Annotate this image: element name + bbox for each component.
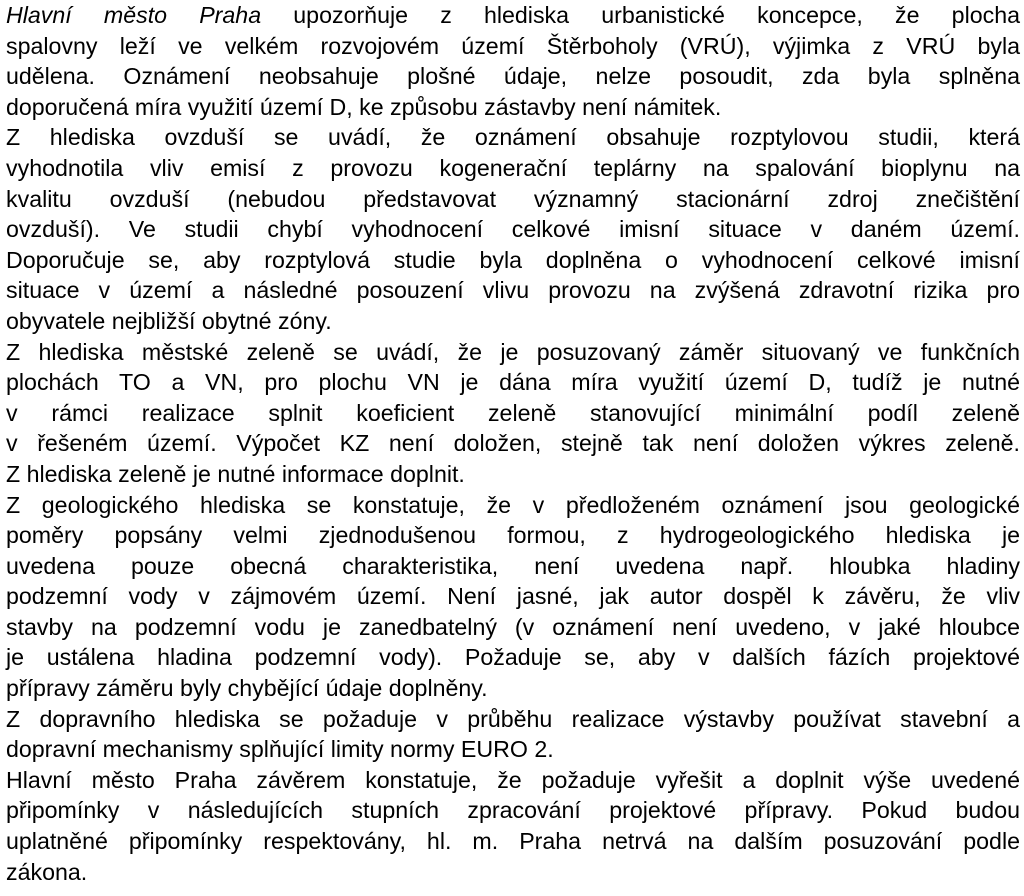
- line-text: upozorňuje z hlediska urbanistické koncepce, že plocha: [261, 2, 1020, 28]
- text-line: Doporučuje se, aby rozptylová studie byla doplněna o vyhodnocení celkové imisní: [6, 246, 1020, 273]
- text-line: Z geologického hlediska se konstatuje, že v předloženém oznámení jsou geologické: [6, 491, 1020, 518]
- text-line: je ustálena hladina podzemní vody). Požaduje se, aby v dalších fázích projektové: [6, 644, 1020, 671]
- text-line: přípravy záměru byly chybějící údaje doplněny.: [6, 675, 488, 702]
- text-line: uplatněné připomínky respektovány, hl. m. Praha netrvá na dalším posuzování podle: [6, 828, 1020, 855]
- text-line: v rámci realizace splnit koeficient zeleně stanovující minimální podíl zeleně: [6, 399, 1020, 426]
- paragraph-transport: [6, 704, 1020, 765]
- text-line: dopravní mechanismy splňující limity normy EURO 2.: [6, 736, 554, 763]
- paragraph-city-greenery: [6, 337, 1020, 490]
- text-line: Hlavní město Praha závěrem konstatuje, že požaduje vyřešit a doplnit výše uvedené: [6, 766, 1020, 793]
- text-line: obyvatele nejbližší obytné zóny.: [6, 307, 332, 334]
- text-line: poměry popsány velmi zjednodušenou formou, z hydrogeologického hlediska je: [6, 522, 1020, 549]
- text-line: Z hlediska ovzduší se uvádí, že oznámení obsahuje rozptylovou studii, která: [6, 124, 1020, 151]
- document-page: [6, 0, 1020, 887]
- paragraph-geology: [6, 490, 1020, 704]
- text-line: zákona.: [6, 858, 88, 885]
- text-line: ovzduší). Ve studii chybí vyhodnocení celkové imisní situace v daném území.: [6, 216, 1020, 243]
- text-line: spalovny leží ve velkém rozvojovém území Štěrboholy (VRÚ), výjimka z VRÚ byla: [6, 32, 1020, 59]
- italic-lead-text: Hlavní město Praha: [6, 2, 262, 28]
- paragraph-conclusion: [6, 765, 1020, 887]
- text-line: Z hlediska městské zeleně se uvádí, že je posuzovaný záměr situovaný ve funkčních: [6, 338, 1020, 365]
- text-line: Z hlediska zeleně je nutné informace doplnit.: [6, 460, 465, 487]
- text-line: v řešeném území. Výpočet KZ není doložen, stejně tak není doložen výkres zeleně.: [6, 430, 1020, 457]
- text-line: situace v území a následné posouzení vlivu provozu na zvýšená zdravotní rizika pro: [6, 277, 1020, 304]
- text-line: kvalitu ovzduší (nebudou představovat významný stacionární zdroj znečištění: [6, 185, 1020, 212]
- paragraph-urban-concept: [6, 0, 1020, 122]
- text-line: Z dopravního hlediska se požaduje v průběhu realizace výstavby používat stavební a: [6, 705, 1020, 732]
- text-line: udělena. Oznámení neobsahuje plošné údaje, nelze posoudit, zda byla splněna: [6, 63, 1020, 90]
- text-line: vyhodnotila vliv emisí z provozu kogenerační teplárny na spalování bioplynu na: [6, 154, 1020, 181]
- text-line: podzemní vody v zájmovém území. Není jasné, jak autor dospěl k závěru, že vliv: [6, 583, 1020, 610]
- paragraph-air-quality: [6, 122, 1020, 336]
- text-line: doporučená míra využití území D, ke způsobu zástavby není námitek.: [6, 93, 722, 120]
- text-line: plochách TO a VN, pro plochu VN je dána míra využití území D, tudíž je nutné: [6, 369, 1020, 396]
- text-line: připomínky v následujících stupních zpracování projektové přípravy. Pokud budou: [6, 797, 1020, 824]
- text-line: stavby na podzemní vodu je zanedbatelný (v oznámení není uvedeno, v jaké hloubce: [6, 613, 1020, 640]
- text-line: uvedena pouze obecná charakteristika, není uvedena např. hloubka hladiny: [6, 552, 1020, 579]
- text-line: [6, 0, 1020, 31]
